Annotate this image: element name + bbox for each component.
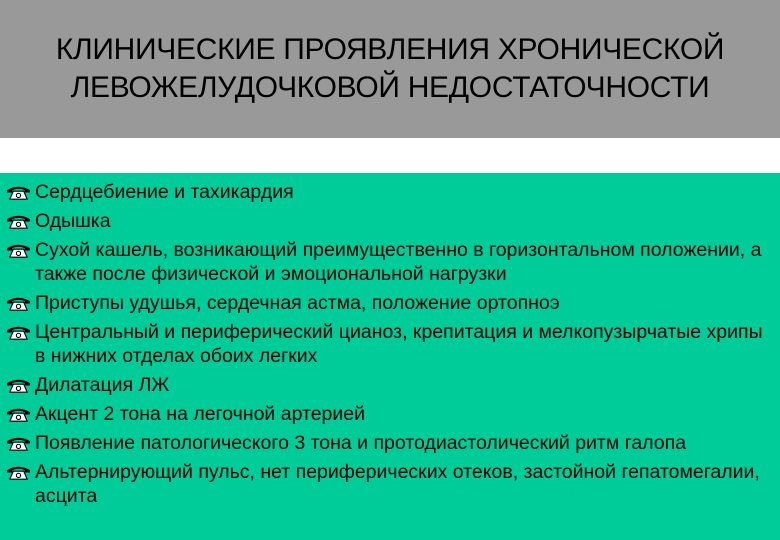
slide-title	[20, 31, 760, 107]
divider-gap	[0, 138, 780, 173]
telephone-icon	[6, 184, 31, 200]
slide-title-line-2: ЛЕВОЖЕЛУДОЧКОВОЙ НЕДОСТАТОЧНОСТИ	[70, 71, 710, 104]
telephone-icon	[6, 213, 31, 229]
content-panel	[0, 173, 780, 540]
list-item-text: Акцент 2 тона на легочной артерией	[35, 403, 366, 425]
list-item-text: Сердцебиение и тахикардия	[35, 181, 294, 203]
list-item-text: Центральный и периферический цианоз, крепитация и мелкопузырчатые хрипы в нижних отделах обоих легких	[35, 321, 763, 367]
telephone-icon	[6, 242, 31, 258]
slide-title-line-1: КЛИНИЧЕСКИЕ ПРОЯВЛЕНИЯ ХРОНИЧЕСКОЙ	[55, 33, 725, 66]
list-item-text: Одышка	[35, 210, 111, 232]
list-item	[0, 291, 780, 315]
list-item	[0, 238, 780, 286]
telephone-icon	[6, 406, 31, 422]
telephone-icon	[6, 435, 31, 451]
title-band	[0, 0, 780, 138]
telephone-icon	[6, 324, 31, 340]
symptom-list	[0, 173, 780, 508]
list-item-text: Альтернирующий пульс, нет периферических отеков, застойной гепатомегалии, асцита	[35, 461, 760, 507]
list-item-text: Появление патологического 3 тона и протодиастолический ритм галопа	[35, 432, 687, 454]
telephone-icon	[6, 377, 31, 393]
list-item	[0, 180, 780, 204]
telephone-icon	[6, 295, 31, 311]
list-item-text: Сухой кашель, возникающий преимущественно в горизонтальном положении, а также после физической и эмоциональной нагрузки	[35, 239, 762, 285]
list-item	[0, 460, 780, 508]
list-item	[0, 320, 780, 368]
list-item	[0, 373, 780, 397]
list-item-text: Приступы удушья, сердечная астма, положение ортопноэ	[35, 292, 560, 314]
list-item	[0, 431, 780, 455]
list-item	[0, 209, 780, 233]
telephone-icon	[6, 464, 31, 480]
list-item	[0, 402, 780, 426]
list-item-text: Дилатация ЛЖ	[35, 374, 170, 396]
